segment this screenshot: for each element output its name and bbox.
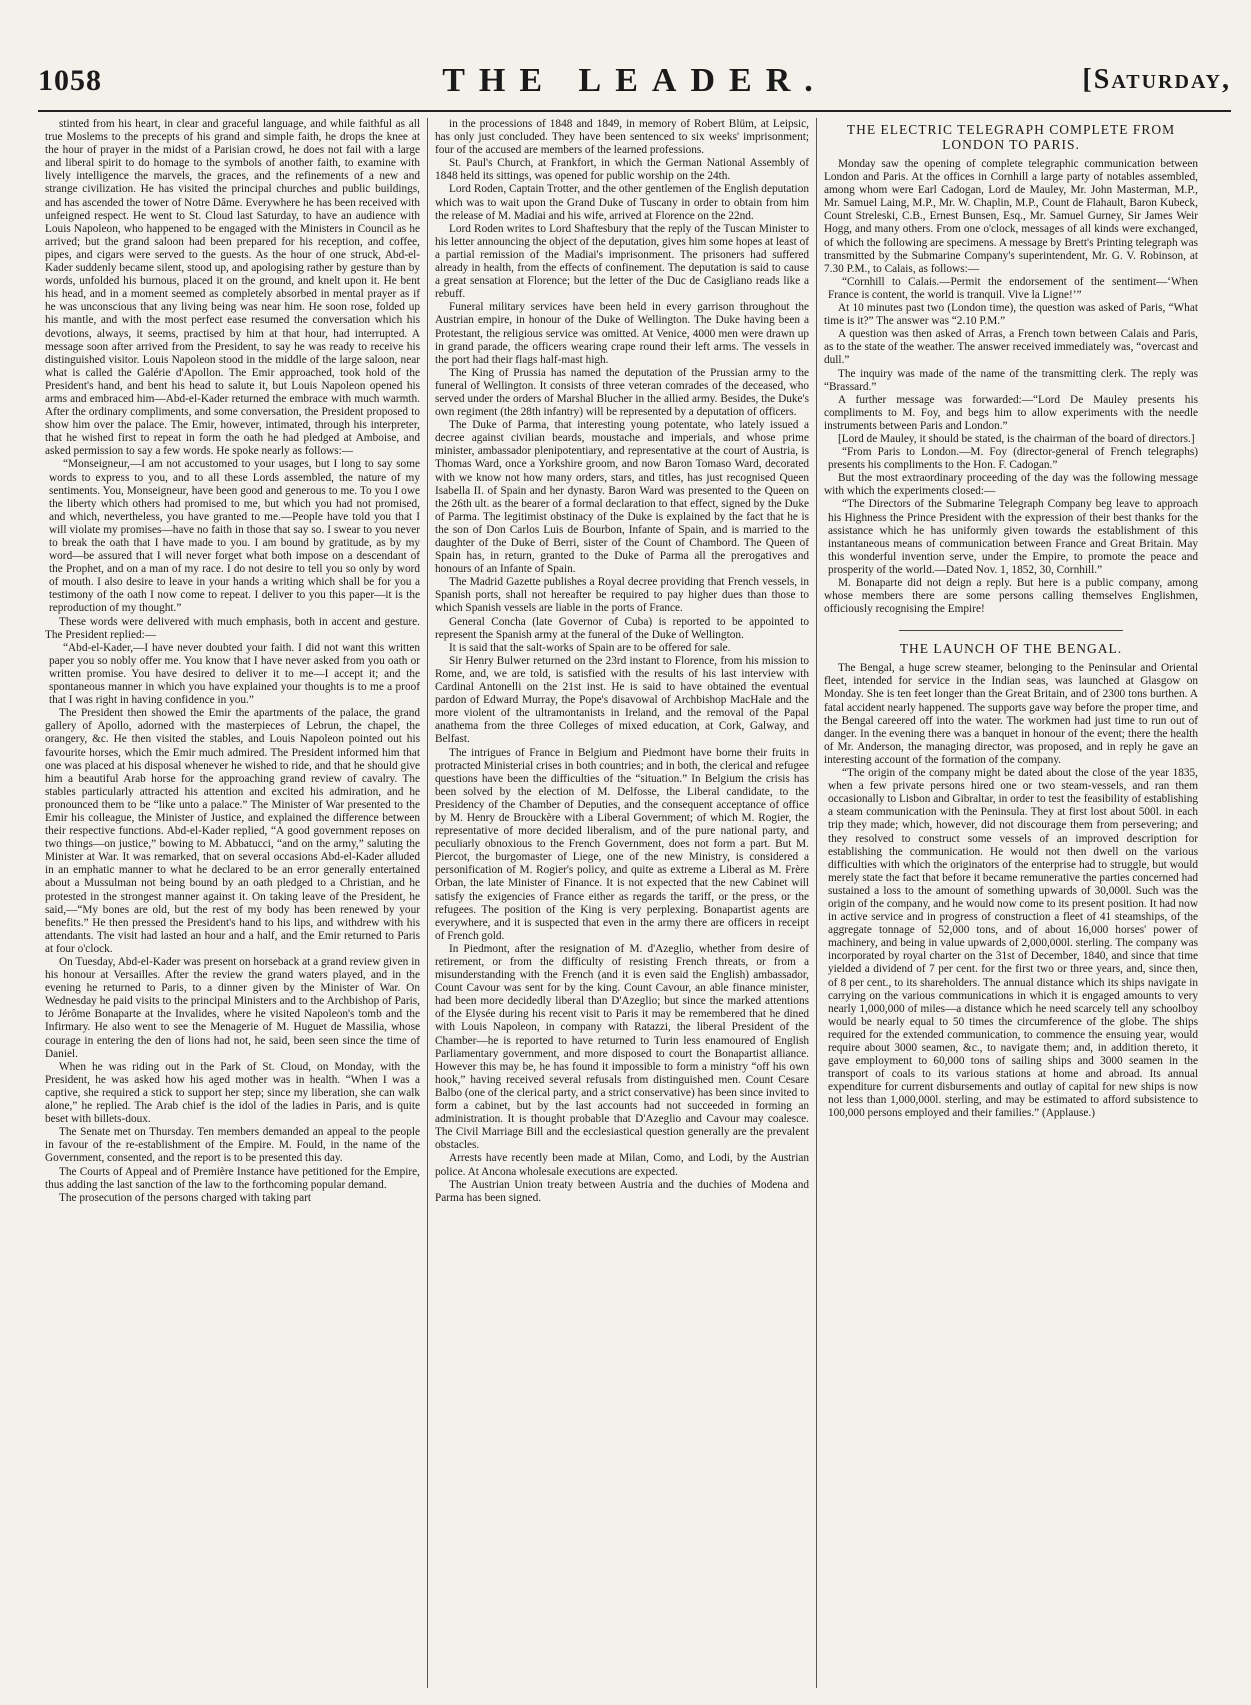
paragraph: The inquiry was made of the name of the transmitting clerk. The reply was “Brassard.” [824,367,1198,393]
paragraph: The Madrid Gazette publishes a Royal decree providing that French vessels, in Spanish ports, shall not hereafter be required to pay higher dues than those to which Spanish vessels are liable in the ports of France. [435,576,809,615]
paragraph: “The Directors of the Submarine Telegraph Company beg leave to approach his Highness the Prince President with the expression of their best thanks for the assistance which he has uniformly given towards the establishment of this instantaneous means of communication between France and Great Britain. May this wonderful invention serve, under the Empire, to promote the peace and prosperity of the world.—Dated Nov. 1, 1852, 30, Cornhill.” [828,498,1198,576]
paragraph: “The origin of the company might be dated about the close of the year 1835, when a few private persons hired one or two steam-vessels, and ran them occasionally to Lisbon and Gibraltar, in order to test the feasibility of establishing a steam communication with the Peninsula. They at first lost about 500l. in each trip they made; which, however, did not discourage them from persevering; and they resolved to construct some vessels of an improved description for establishing the communication. He would not then dwell on the various difficulties with which the originators of the enterprise had to struggle, but would merely state the fact that before it became remunerative the parties concerned had sustained a loss to the amount of something upwards of 30,000l. Such was the origin of the company, and he would now come to its present position. It had now in active service and in progress of construction a fleet of 41 steamships, of the aggregate tonnage of 52,000 tons, and of about 16,000 horses' power of machinery, and being in value upwards of 2,000,000l. sterling. The company was incorporated by royal charter on the 31st of December, 1840, and since that time yielded a dividend of 7 per cent. for the first two or three years, and, since then, of 8 per cent., to its shareholders. The annual distance which its ships navigate in carrying on the various communications in which it is engaged amounts to very nearly 1,000,000 of miles—a distance which he need scarcely tell any schoolboy would be nearly equal to 50 times the circumference of the globe. The ships required for the extended communication, to commence the ensuing year, would require about 3000 seamen, &c., to navigate them; and, in addition thereto, it gave employment to 60,000 tons of sailing ships and 3000 seamen in the transport of coals to its various stations at home and abroad. Its annual expenditure for current disbursements and outlay of capital for new ships is now not less than 1,000,000l. sterling, and may be estimated to afford subsistence to 100,000 persons employed and their families.” (Applause.) [828,767,1198,1120]
paragraph: St. Paul's Church, at Frankfort, in which the German National Assembly of 1848 held its sittings, was opened for public worship on the 24th. [435,157,809,183]
masthead [38,58,1231,112]
paragraph: Funeral military services have been held in every garrison throughout the Austrian empire, in honour of the Duke of Wellington. The Duke having been a Protestant, the religious service was omitted. At Venice, 4000 men were drawn up in grand parade, the officers wearing crape round their left arms. The vessels in the port had their flags half-mast high. [435,301,809,366]
paragraph: The King of Prussia has named the deputation of the Prussian army to the funeral of Wellington. It consists of three veteran comrades of the deceased, who served under the orders of Marshal Blucher in the allied army. Besides, the Duke's own regiment (the 28th infantry) will be represented by a deputation of officers. [435,366,809,419]
column-1 [38,118,427,1688]
paragraph: The prosecution of the persons charged with taking part [59,1191,312,1204]
paragraph: “Abd-el-Kader,—I have never doubted your faith. I did not want this written paper you so nobly offer me. You know that I have never asked from you oath or written promise. You have desired to deliver it to me—I accept it; and the spontaneous manner in which you have explained your thoughts is to me a proof that I was right in having confidence in you.” [49,641,420,707]
paragraph: A question was then asked of Arras, a French town between Calais and Paris, as to the state of the weather. The answer received immediately was, “overcast and dull.” [824,328,1199,367]
paragraph: The intrigues of France in Belgium and Piedmont have borne their fruits in protracted Ministerial crises in both countries; and in both, the clerical and refugee questions have been the difficulties of the “situation.” In Belgium the crisis has been solved by the election of M. Delfosse, the Liberal candidate, to the Presidency of the Chamber of Deputies, and the consequent acceptance of office by M. Henry de Brouckère with a Liberal Government; of which M. Rogier, the representative of more decided liberalism, and of the pure national party, and peculiarly obnoxious to the French Government, does not form a part. But M. Piercot, the burgomaster of Liege, one of the new Ministry, is considered a personification of M. Rogier's policy, and quite as extreme a Liberal as M. Frère Orban, the late Minister of Finance. It is not expected that the new Cabinet will satisfy the exigencies of France either as regards the tariff, or the press, or the refugees. The position of the King is very perplexing. Bonapartist agents are everywhere, and it is suspected that even in the army there are officers in receipt of French gold. [435,746,809,942]
paragraph: The Senate met on Thursday. Ten members demanded an appeal to the people in favour of the re-establishment of the Empire. M. Fould, in the name of the Government, consented, and the report is to be presented this day. [45,1126,420,1165]
paragraph: But the most extraordinary proceeding of the day was the following message with which the experiments closed:— [824,472,1198,498]
paragraph: Sir Henry Bulwer returned on the 23rd instant to Florence, from his mission to Rome, and, we are told, is satisfied with the results of his last interview with Cardinal Antonelli on the 21st inst. He is said to have obtained the eventual pardon of Edward Murray, the Pope's disavowal of Archbishop MacHale and the more violent of the ultramontanists in Ireland, and the removal of the Papal anathema from the three Colleges of mixed education, at Cork, Galway, and Belfast. [435,654,809,746]
paragraph: [Lord de Mauley, it should be stated, is the chairman of the board of directors.] [838,432,1195,445]
paragraph: These words were delivered with much emphasis, both in accent and gesture. The President replied:— [45,615,420,641]
paragraph: Monday saw the opening of complete telegraphic communication between London and Paris. At the offices in Cornhill a large party of notables assembled, among whom were Earl Cadogan, Lord de Mauley, Mr. John Masterman, M.P., Mr. Samuel Laing, M.P., Mr. W. Chaplin, M.P., Count de Flahault, Baron Kubeck, Count Streleski, C.B., Ernest Bunsen, Esq., Mr. Samuel Gurney, Sir James Weir Hogg, and many others. From one o'clock, messages of all kinds were exchanged, of which the following are specimens. A message by Brett's Printing telegraph was transmitted by the Submarine Company's superintendent, Mr. G. V. Robinson, at 7.30 P.M., to Calais, as follows:— [824,158,1198,275]
paragraph: The President then showed the Emir the apartments of the palace, the grand gallery of Apollo, adorned with the masterpieces of Lebrun, the chapel, the orangery, &c. He then visited the stables, and Louis Napoleon pointed out his favourite horses, which the Emir much admired. The President informed him that one was placed at his disposal whenever he wished to ride, and that he should give him a beautiful Arab horse for the approaching grand review of cavalry. The stables particularly attracted his attention and excited his admiration, and he pronounced them to be “like unto a palace.” The Minister of War presented to the Emir his colleague, the Minister of Justice, and explained the difference between their respective functions. Abd-el-Kader replied, “A good government reposes on two things—on justice,” bowing to M. Abbatucci, “and on the army,” saluting the Minister at War. It was remarked, that on several occasions Abd-el-Kader alluded in an emphatic manner to what he declared to be an error generally entertained about a Mussulman not being bound by an oath pledged to a Christian, and he protested in the strongest manner against it. On taking leave of the President, he said,—“My bones are old, but the rest of my body has been renewed by your benefits.” He then pressed the President's hand to his lips, and withdrew with his attendants. The visit had lasted an hour and a half, and the Emir returned to Paris at four o'clock. [45,707,420,955]
paragraph: Lord Roden writes to Lord Shaftesbury that the reply of the Tuscan Minister to his letter announcing the object of the deputation, gives him some hopes at least of a partial remission of the Madiai's imprisonment. The prisoners had suffered already in health, from the effects of confinement. The deputation is said to cause a great sensation at Florence; but the letter of the Duc de Casigliano reads like a rebuff. [435,222,809,301]
article-columns [38,118,1218,1688]
paragraph: Lord Roden, Captain Trotter, and the other gentlemen of the English deputation which was to wait upon the Grand Duke of Tuscany in order to obtain from him the release of M. Madiai and his wife, arrived at Florence on the 22nd. [435,183,809,222]
paragraph: M. Bonaparte did not deign a reply. But here is a public company, among whose members there are some persons calling themselves Englishmen, officiously recognising the Empire! [824,577,1198,616]
paragraph: At 10 minutes past two (London time), the question was asked of Paris, “What time is it?” The answer was “2.10 P.M.” [824,302,1198,328]
paragraph: It is said that the salt-works of Spain are to be offered for sale. [449,641,731,654]
paragraph: The Courts of Appeal and of Première Instance have petitioned for the Empire, thus adding the last sanction of the law to the forthcoming popular demand. [45,1165,420,1191]
bengal-heading: THE LAUNCH OF THE BENGAL. [899,641,1123,657]
newspaper-title: THE LEADER. [442,62,827,99]
paragraph: Arrests have recently been made at Milan, Como, and Lodi, by the Austrian police. At Ancona wholesale executions are expected. [435,1152,809,1178]
column-3 [816,118,1205,1688]
issue-day: [Saturday, [1082,64,1231,95]
paragraph: The Duke of Parma, that interesting young potentate, who lately issued a decree against civilian beards, moustache and imperials, and whose prime minister, ambassador plenipotentiary, and representative at the court of Austria, is Thomas Ward, once a Yorkshire groom, and now Baron Tomaso Ward, decorated with we know not how many orders, stars, and titles, has just recognised Queen Isabella II. of Spain and her dynasty. Baron Ward was presented to the Queen on the 26th ult. as the bearer of a formal declaration to that effect, signed by the Duke of Parma. The legitimist obstinacy of the Duke is explained by the fact that he is the son of Don Carlos Luis de Bourbon, Infante of Spain, and is married to the daughter of the Duke of Berri, sister of the Count of Chambord. The Queen of Spain has, in return, granted to the Duke of Parma all the prerogatives and honours of an Infante of Spain. [435,419,809,576]
paragraph: stinted from his heart, in clear and graceful language, and while faithful as all true Moslems to the precepts of his grand and simple faith, he drops the knee at the hour of prayer in the midst of a Parisian crowd, he does not fail with a large and liberal spirit to do homage to the symbols of another faith, to examine with lively intelligence the marvels, the graces, and the refinements of a new and strange civilization. He has visited the principal churches and public buildings, and has ascended the tower of Notre Dâme. Everywhere he has been received with unfeigned respect. He went to St. Cloud last Saturday, to have an audience with Louis Napoleon, who happened to be engaged with the Ministers in Council as he arrived; but the grand saloon had been prepared for his reception, and coffee, pipes, and cigars were served to the guests. As the hour of one struck, Abd-el-Kader suddenly became silent, stood up, and apologising rather by gesture than by words, unfolded his burnous, placed it on the ground, and knelt upon it. He bent his head, and in a moment seemed as completely absorbed in mental prayer as if he was unconscious that any living being was near him. He soon rose, folded up his mantle, and with the most perfect ease resumed the conversation which his devotions, always, it seems, practised by him at that hour, had interrupted. A message soon after arrived from the President, to say he was ready to receive his distinguished visitor. Louis Napoleon stood in the middle of the large saloon, near what is called the Galérie d'Apollon. The Emir approached, took hold of the President's hand, and bent his head to salute it, but Louis Napoleon opened his arms and embraced him—Abd-el-Kader returned the embrace with much warmth. After the ordinary compliments, and some conversation, the President proposed to show him over the palace. The Emir, however, intimated, through his interpreter, that he wished first to repeat in form the oath he had pledged at Amboise, and asked permission to say a few words. He spoke nearly as follows:— [45,118,420,458]
paragraph: A further message was forwarded:—“Lord De Mauley presents his compliments to M. Foy, and begs him to allow experiments with the needle instruments between Paris and London.” [824,393,1198,432]
paragraph: The Bengal, a huge screw steamer, belonging to the Peninsular and Oriental fleet, intended for service in the Indian seas, was launched at Glasgow on Monday. She is ten feet longer than the Great Britain, and of 2300 tons burthen. A fatal accident nearly happened. The supports gave way before the proper time, and the Bengal careered off into the water. The workmen had just time to run out of danger. In the evening there was a banquet in honour of the event; there the health of Mr. Anderson, the managing director, was proposed, and in reply he gave an interesting account of the formation of the company. [824,662,1198,766]
paragraph: When he was riding out in the Park of St. Cloud, on Monday, with the President, he was asked how his aged mother was in health. “When I was a captive, she required a stick to support her step; since my liberation, she can walk alone,” he replied. The Arab chief is the idol of the ladies in Paris, and is quite beset with billets-doux. [45,1060,420,1126]
paragraph: “Cornhill to Calais.—Permit the endorsement of the sentiment—‘When France is content, the world is tranquil. Vive la Ligne!’” [828,275,1198,301]
page-number: 1058 [38,64,102,97]
paragraph: “From Paris to London.—M. Foy (director-general of French telegraphs) presents his compliments to the Hon. F. Cadogan.” [828,446,1198,472]
paragraph: The Austrian Union treaty between Austria and the duchies of Modena and Parma has been signed. [435,1178,809,1204]
paragraph: “Monseigneur,—I am not accustomed to your usages, but I long to say some words to express to you, and to all these Lords assembled, the nature of my sentiments. You, Monseigneur, have been good and generous to me. To you I owe the liberty which others had promised to me, but which you had not promised, and which, nevertheless, you have granted to me.—People have told you that I will violate my promises—have no faith in those that say so. I swear to you never to break the oath that I have made to you. I am bound by gratitude, as by my word—be assured that I will never forget what both impose on a descendant of the Prophet, and on a man of my race. I do not desire to tell you so only by word of mouth. I also desire to leave in your hands a writing which shall be for you a testimony of the oath I now come to repeat. I deliver to you this paper—it is the reproduction of my thought.” [49,458,420,615]
section-divider [899,630,1123,631]
paragraph: in the processions of 1848 and 1849, in memory of Robert Blüm, at Leipsic, has only just concluded. They have been sentenced to six weeks' imprisonment; four of the accused are members of the learned professions. [435,118,809,157]
telegraph-heading: THE ELECTRIC TELEGRAPH COMPLETE FROM LONDON TO PARIS. [846,122,1176,152]
column-2 [427,118,816,1688]
paragraph: On Tuesday, Abd-el-Kader was present on horseback at a grand review given in his honour at Versailles. After the review the grand waters played, and in the evening he returned to Paris, to a dinner given by the Minister of War. On Wednesday he paid visits to the principal Ministers and to the Archbishop of Paris, to Jérôme Bonaparte at the Invalides, where he visited Napoleon's tomb and the Infirmary. He also went to see the Menagerie of M. Huguet de Massilia, whose courage in entering the den of lions had not, he said, been seen since the time of Daniel. [45,956,420,1060]
paragraph: In Piedmont, after the resignation of M. d'Azeglio, whether from desire of retirement, or from the difficulty of resisting French threats, or from a misunderstanding with the French (and it is even said the English) ambassador, Count Cavour was sent for by the king. Count Cavour, an able finance minister, had been more decidedly liberal than D'Azeglio; but since the marked attentions of the Elysée during his recent visit to Paris it may be remembered that he dined with Louis Napoleon, in company with Ratazzi, the liberal President of the Chamber—he is reported to have returned to Turin less enamoured of English Parliamentary government, and more disposed to court the Bonapartist alliance. However this may be, he has found it impossible to form a ministry “off his own hook,” having received several refusals from distinguished men. Count Cesare Balbo (one of the clerical party, and a strict conservative) has been since invited to form a cabinet, but by the last accounts had not succeeded in forming an administration. It is thought probable that D'Azeglio and Cavour may coalesce. The Civil Marriage Bill and the ecclesiastical question generally are the prevalent obstacles. [435,942,809,1152]
paragraph: General Concha (late Governor of Cuba) is reported to be appointed to represent the Spanish army at the funeral of the Duke of Wellington. [435,615,809,641]
